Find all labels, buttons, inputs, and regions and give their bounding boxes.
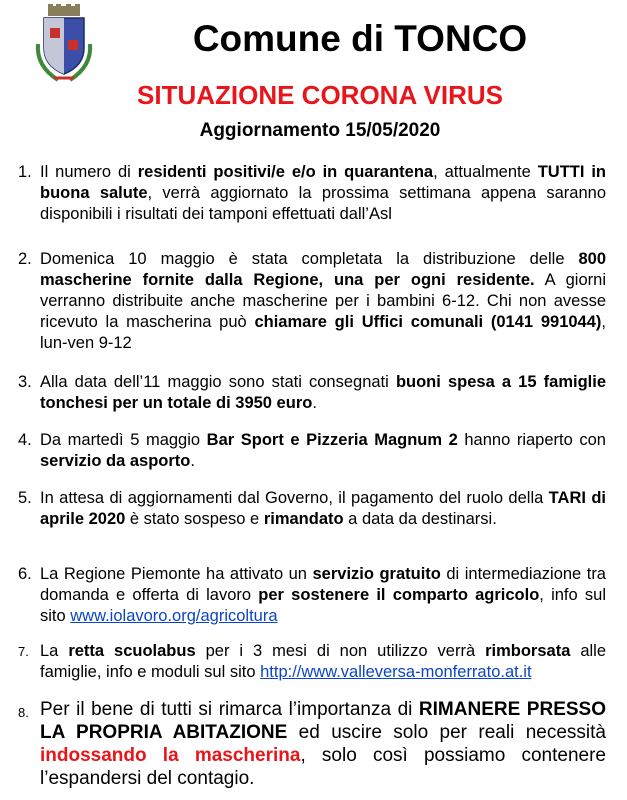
list-item: Domenica 10 maggio è stata completata la distribuzione delle 800 mascherine fornite dalla Regione, una per ogni residente. A giorni verranno distribuite anche mascherine per i bambini 6-12. Chi non avesse ricevuto la mascherina può chiamare gli Uffici comunali (0141 991044), lun-ven 9-12 [40, 250, 606, 352]
municipal-crest-icon [28, 4, 100, 84]
list-number: 8. [18, 705, 29, 720]
list-item: La Regione Piemonte ha attivato un servizio gratuito di intermediazione tra domanda e offerta di lavoro per sostenere il comparto agricolo, info sul sito www.iolavoro.org/agricoltura [40, 565, 606, 625]
list-number: 4. [18, 431, 32, 449]
agricoltura-link[interactable]: www.iolavoro.org/agricoltura [70, 607, 278, 625]
list-item: Il numero di residenti positivi/e e/o in quarantena, attualmente TUTTI in buona salute, verrà aggiornato la prossima settimana appena saranno disponibili i risultati dei tamponi effettuati dall’Asl [40, 163, 607, 223]
page-subtitle: SITUAZIONE CORONA VIRUS [137, 80, 503, 110]
list-number: 6. [18, 565, 32, 583]
list-item: Da martedì 5 maggio Bar Sport e Pizzeria Magnum 2 hanno riaperto con servizio da asporto. [40, 431, 606, 470]
list-number: 1. [18, 163, 32, 181]
update-date: Aggiornamento 15/05/2020 [199, 120, 441, 141]
list-number: 2. [18, 250, 32, 268]
list-item: Alla data dell’11 maggio sono stati consegnati buoni spesa a 15 famiglie tonchesi per un totale di 3950 euro. [40, 373, 606, 412]
page-title: Comune di TONCO [192, 18, 528, 59]
list-number: 5. [18, 489, 32, 507]
list-item: In attesa di aggiornamenti dal Governo, il pagamento del ruolo della TARI di aprile 2020 è stato sospeso e rimandato a data da destinarsi. [40, 489, 606, 528]
valleversa-link[interactable]: http://www.valleversa-monferrato.at.it [260, 663, 532, 681]
list-item: Per il bene di tutti si rimarca l’importanza di RIMANERE PRESSO LA PROPRIA ABITAZIONE ed uscire solo per reali necessità indossando la mascherina, solo così possiamo contenere l’espandersi del contagio. [40, 699, 606, 789]
list-number: 3. [18, 373, 32, 391]
list-number: 7. [18, 644, 29, 659]
list-item: La retta scuolabus per i 3 mesi di non utilizzo verrà rimborsata alle famiglie, info e moduli sul sito http://www.valleversa-monferrato.at.it [40, 642, 607, 681]
